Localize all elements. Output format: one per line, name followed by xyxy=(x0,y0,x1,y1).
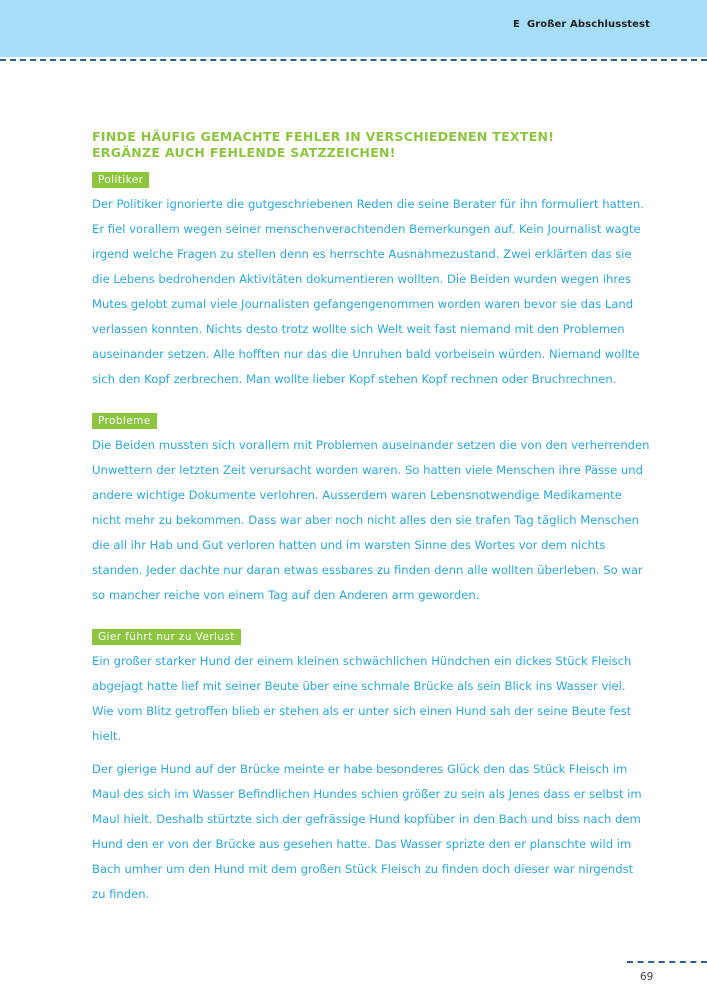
text-line: verlassen konnten. Nichts desto trotz wollte sich Welt weit fast niemand mit den Problemen xyxy=(92,322,625,336)
text-line: die all ihr Hab und Gut verloren hatten und im warsten Sinne des Wortes vor dem nichts xyxy=(92,538,606,552)
header-band xyxy=(0,0,707,57)
section-text-probleme xyxy=(92,433,662,608)
section-label-gier: Gier führt nur zu Verlust xyxy=(92,629,241,645)
text-line: Hund den er von der Brücke aus gesehen hatte. Das Wasser sprizte den er planschte wild im xyxy=(92,837,632,851)
text-line: nicht mehr zu bekommen. Dass war aber noch nicht alles den sie trafen Tag täglich Menschen xyxy=(92,513,640,527)
text-line: Mutes gelobt zumal viele Journalisten gefangengenommen worden waren bevor sie das Land xyxy=(92,297,634,311)
text-line: abgejagt hatte lief mit seiner Beute über eine schmale Brücke als sein Blick ins Wasser viel. xyxy=(92,679,626,693)
text-line: Ein großer starker Hund der einem kleinen schwächlichen Hündchen ein dickes Stück Fleisch xyxy=(92,654,632,668)
text-line: zu finden. xyxy=(92,887,150,901)
text-line: so mancher reiche von einem Tag auf den Anderen arm geworden. xyxy=(92,588,480,602)
text-line: Die Beiden mussten sich vorallem mit Problemen auseinander setzen die von den verherrenden xyxy=(92,438,650,452)
text-line: andere wichtige Dokumente verlohren. Ausserdem waren Lebensnotwendige Medikamente xyxy=(92,488,622,502)
text-line: Bach umher um den Hund mit dem großen Stück Fleisch zu finden doch dieser war nirgendst xyxy=(92,862,634,876)
chapter-letter: E xyxy=(513,19,520,30)
section-text-politiker xyxy=(92,192,662,392)
text-line: irgend welche Fragen zu stellen denn es herrschte Ausnahmezustand. Zwei erklärten das sie xyxy=(92,247,632,261)
task-heading-line: ERGÄNZE AUCH FEHLENDE SATZZEICHEN! xyxy=(92,145,396,160)
footer-dashed-divider xyxy=(627,961,707,963)
text-line: hielt. xyxy=(92,729,122,743)
section-text-gier-paragraph-2 xyxy=(92,757,662,907)
text-line: Der gierige Hund auf der Brücke meinte er habe besonderes Glück den das Stück Fleisch im xyxy=(92,762,628,776)
text-line: Der Politiker ignorierte die gutgeschriebenen Reden die seine Berater für ihn formuliert hatten. xyxy=(92,197,644,211)
text-line: standen. Jeder dachte nur daran etwas essbares zu finden denn alle wollten überleben. So war xyxy=(92,563,643,577)
text-line: Unwettern der letzten Zeit verursacht worden waren. So hatten viele Menschen ihre Pässe und xyxy=(92,463,643,477)
text-line: Er fiel vorallem wegen seiner menschenverachtenden Bemerkungen auf. Kein Journalist wagte xyxy=(92,222,641,236)
section-text-gier-paragraph-1 xyxy=(92,649,662,749)
text-line: die Lebens bedrohenden Aktivitäten dokumentieren wollten. Die Beiden wurden wegen ihres xyxy=(92,272,632,286)
section-label-probleme: Probleme xyxy=(92,413,157,429)
page-number: 69 xyxy=(640,971,654,983)
text-line: Maul hielt. Deshalb stürtzte sich der gefrässige Hund kopfüber in den Bach und biss nach dem xyxy=(92,812,641,826)
chapter-title xyxy=(513,19,650,30)
text-line: sich den Kopf zerbrechen. Man wollte lieber Kopf stehen Kopf rechnen oder Bruchrechnen. xyxy=(92,372,617,386)
chapter-title-text: Großer Abschlusstest xyxy=(526,19,650,30)
text-line: Wie vom Blitz getroffen blieb er stehen als er unter sich einen Hund sah der seine Beute fest xyxy=(92,704,632,718)
section-label-politiker: Politiker xyxy=(92,172,149,188)
task-heading-line: FINDE HÄUFIG GEMACHTE FEHLER IN VERSCHIEDENEN TEXTEN! xyxy=(92,129,555,144)
text-line: auseinander setzen. Alle hofften nur das die Unruhen bald vorbeisein würden. Niemand wollte xyxy=(92,347,640,361)
header-dashed-divider xyxy=(0,59,707,61)
text-line: Maul des sich im Wasser Befindlichen Hundes schien größer zu sein als Jenes dass er selbst im xyxy=(92,787,642,801)
task-heading xyxy=(92,129,612,161)
